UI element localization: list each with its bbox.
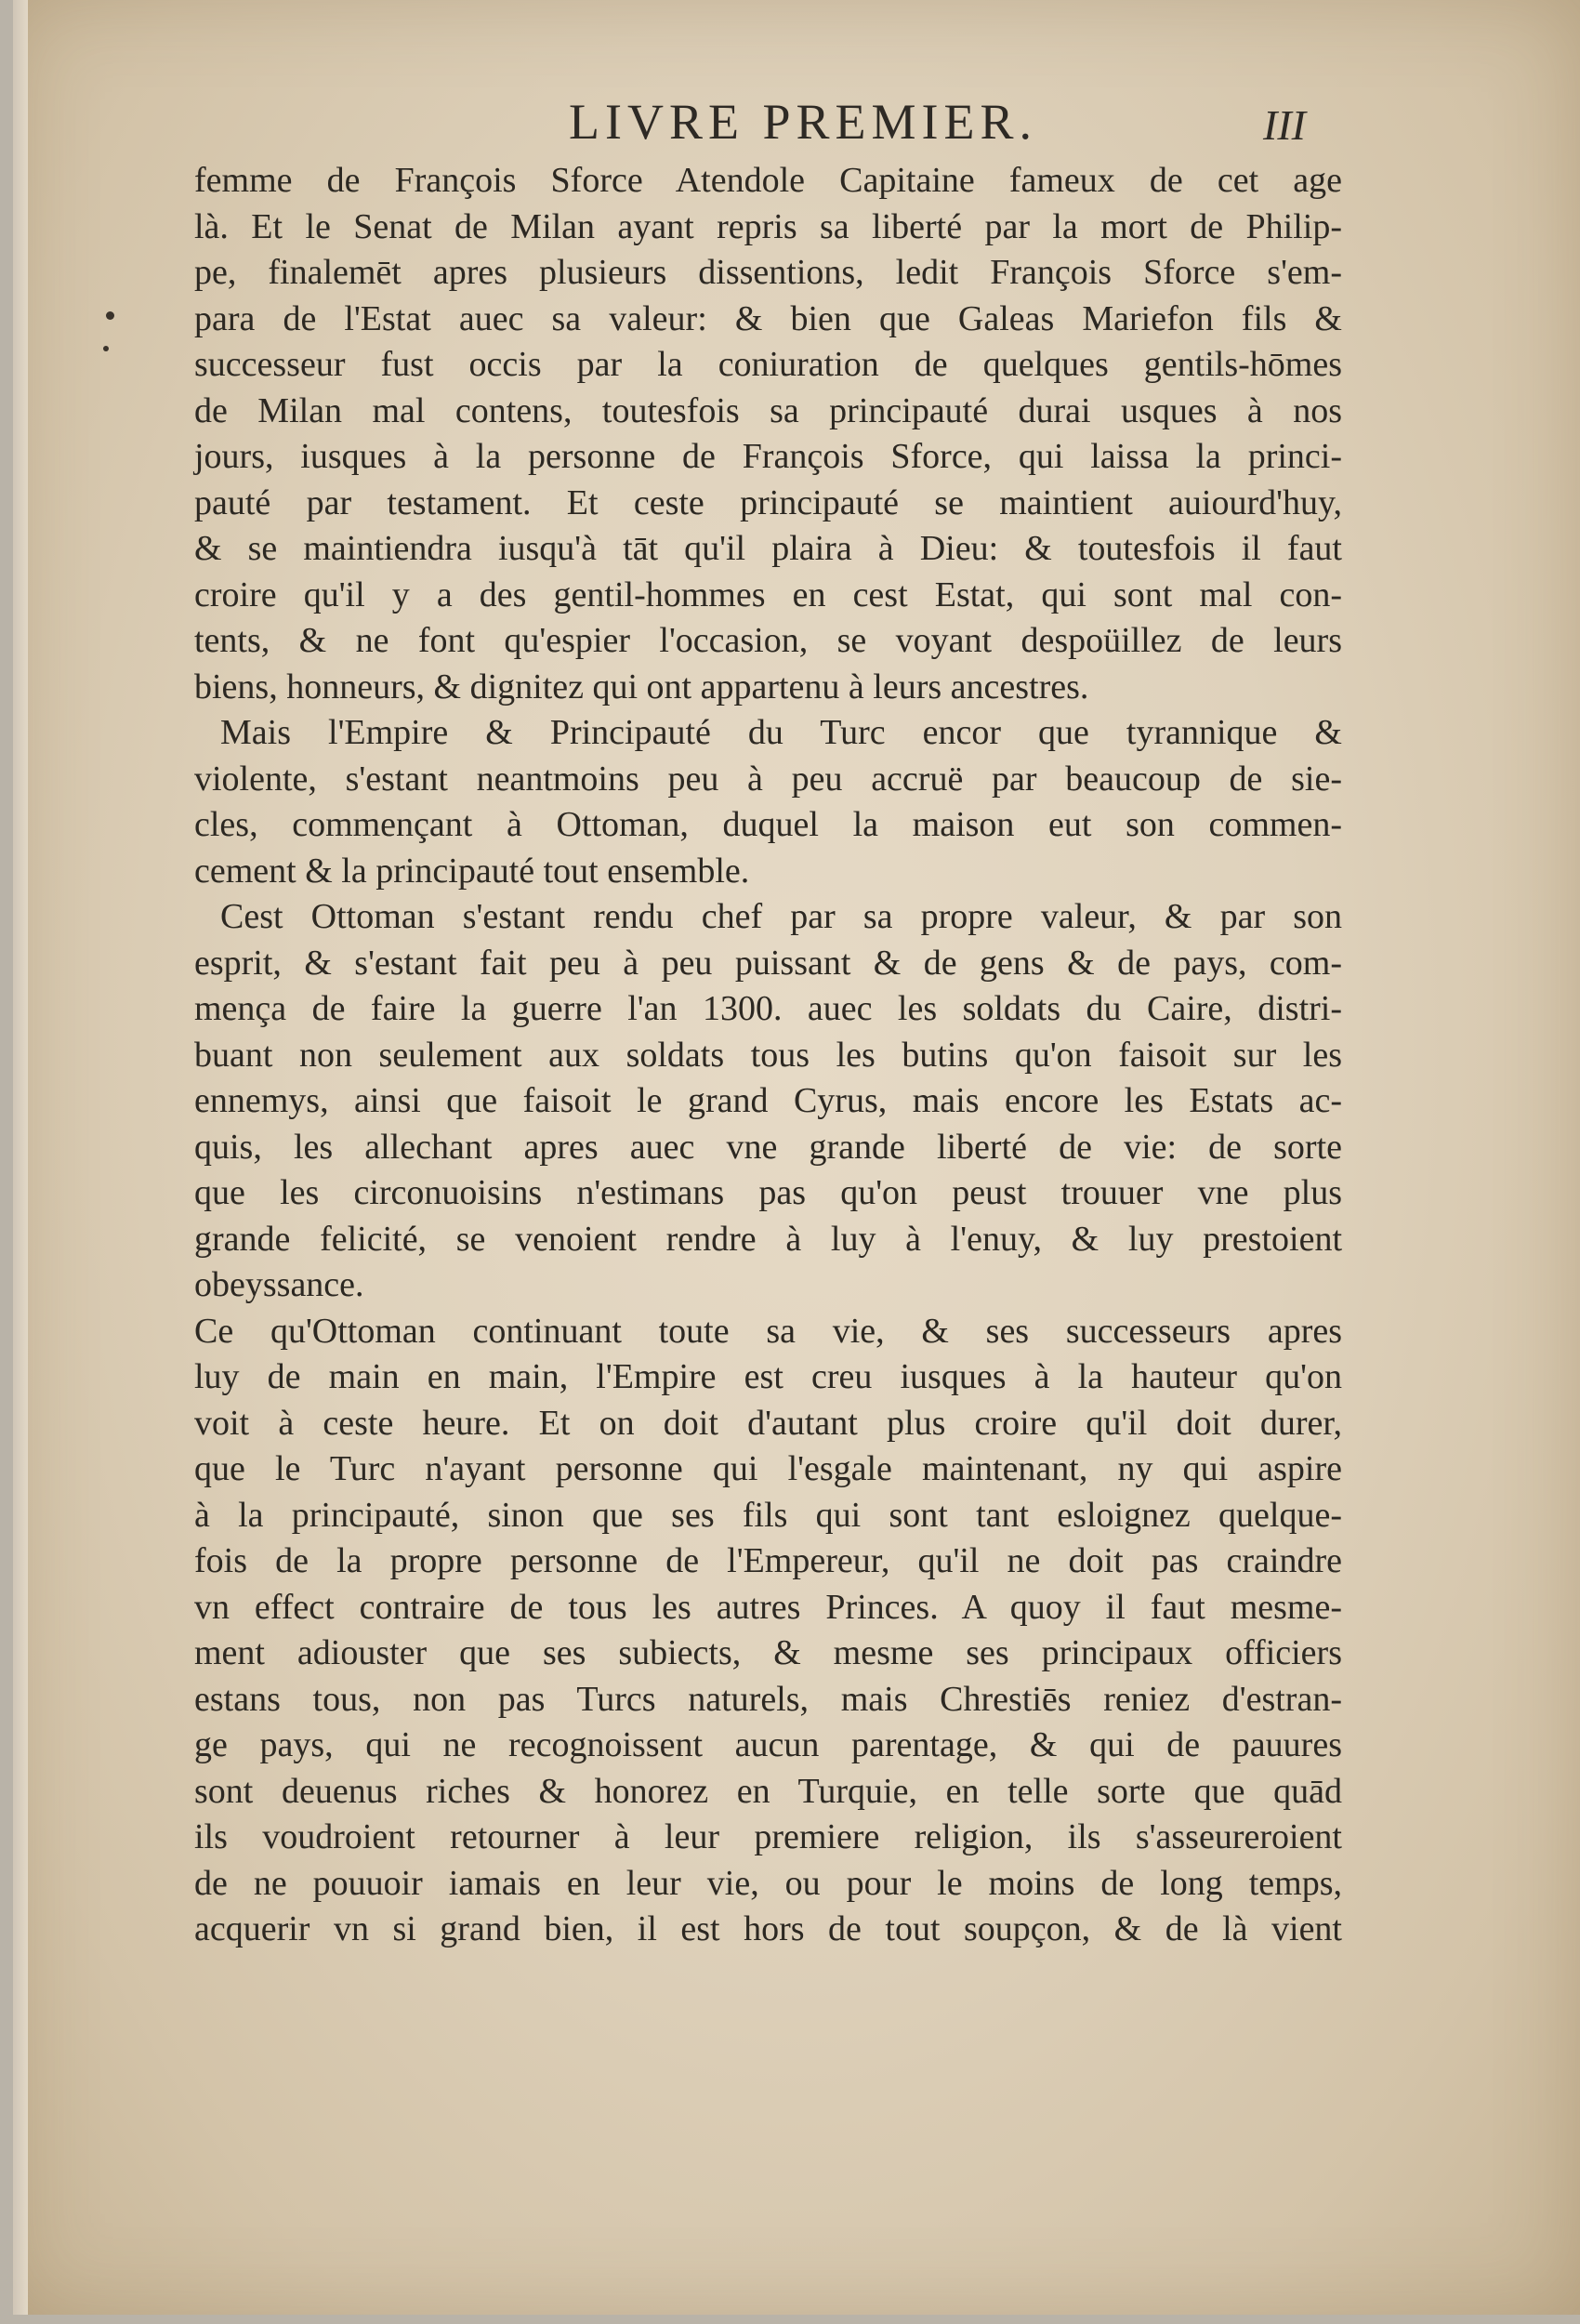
- text-line: voit à ceste heure. Et on doit d'autant plus croire qu'il doit durer,: [194, 1403, 1342, 1443]
- text-line: esprit, & s'estant fait peu à peu puissant & de gens & de pays, com-: [194, 943, 1342, 983]
- text-line: Cest Ottoman s'estant rendu chef par sa propre valeur, & par son: [220, 897, 1342, 936]
- text-line: ils voudroient retourner à leur premiere religion, ils s'asseureroient: [194, 1817, 1342, 1856]
- text-line: sont deuenus riches & honorez en Turquie, en telle sorte que quād: [194, 1771, 1342, 1811]
- text-line: vn effect contraire de tous les autres Princes. A quoy il faut mesme-: [194, 1587, 1342, 1627]
- text-line: estans tous, non pas Turcs naturels, mais Chrestiēs reniez d'estran-: [194, 1679, 1342, 1719]
- text-line: para de l'Estat auec sa valeur: & bien que Galeas Mariefon fils &: [194, 298, 1342, 338]
- text-line: pauté par testament. Et ceste principauté se maintient auiourd'huy,: [194, 482, 1342, 522]
- text-line: que le Turc n'ayant personne qui l'esgale maintenant, ny qui aspire: [194, 1449, 1342, 1488]
- text-line: biens, honneurs, & dignitez qui ont appartenu à leurs ancestres.: [194, 667, 1089, 706]
- text-line: de Milan mal contens, toutesfois sa principauté durai usques à nos: [194, 390, 1342, 430]
- text-line: successeur fust occis par la coniuration de quelques gentils-hōmes: [194, 345, 1342, 384]
- text-line: buant non seulement aux soldats tous les butins qu'on faisoit sur les: [194, 1035, 1342, 1075]
- text-line: obeyssance.: [194, 1265, 364, 1304]
- page-binding-edge: [13, 0, 28, 2315]
- text-line: acquerir vn si grand bien, il est hors de tout soupçon, & de là vient: [194, 1909, 1342, 1948]
- text-line: & se maintiendra iusqu'à tāt qu'il plaira à Dieu: & toutesfois il faut: [194, 529, 1342, 568]
- book-page: [13, 0, 1580, 2315]
- margin-ink-mark: [103, 346, 109, 351]
- text-line: Ce qu'Ottoman continuant toute sa vie, & ses successeurs apres: [194, 1311, 1342, 1351]
- text-line: femme de François Sforce Atendole Capitaine fameux de cet age: [194, 161, 1342, 200]
- body-text: [194, 158, 1342, 1953]
- text-line: violente, s'estant neantmoins peu à peu accruë par beaucoup de sie-: [194, 759, 1342, 799]
- text-line: à la principauté, sinon que ses fils qui sont tant esloignez quelque-: [194, 1495, 1342, 1535]
- page-number: III: [1263, 101, 1306, 149]
- text-line: pe, finalemēt apres plusieurs dissentions, ledit François Sforce s'em-: [194, 253, 1342, 292]
- text-line: cement & la principauté tout ensemble.: [194, 851, 750, 891]
- text-line: grande felicité, se venoient rendre à luy à l'enuy, & luy prestoient: [194, 1219, 1342, 1259]
- text-line: ment adiouster que ses subiects, & mesme ses principaux officiers: [194, 1633, 1342, 1672]
- text-line: jours, iusques à la personne de François Sforce, qui laissa la princi-: [194, 437, 1342, 476]
- text-line: tents, & ne font qu'espier l'occasion, se voyant despoüillez de leurs: [194, 621, 1342, 660]
- text-line: ennemys, ainsi que faisoit le grand Cyrus, mais encore les Estats ac-: [194, 1081, 1342, 1120]
- text-line: cles, commençant à Ottoman, duquel la maison eut son commen-: [194, 805, 1342, 844]
- text-line: luy de main en main, l'Empire est creu iusques à la hauteur qu'on: [194, 1357, 1342, 1396]
- text-line: Mais l'Empire & Principauté du Turc encor que tyrannique &: [220, 713, 1342, 752]
- text-line: fois de la propre personne de l'Empereur, qu'il ne doit pas craindre: [194, 1541, 1342, 1580]
- text-line: ge pays, qui ne recognoissent aucun parentage, & qui de pauures: [194, 1725, 1342, 1764]
- text-line: croire qu'il y a des gentil-hommes en cest Estat, qui sont mal con-: [194, 574, 1342, 614]
- margin-ink-mark: [106, 311, 114, 320]
- running-title: LIVRE PREMIER.: [568, 94, 1037, 150]
- text-line: quis, les allechant apres auec vne grande liberté de vie: de sorte: [194, 1127, 1342, 1167]
- text-line: que les circonuoisins n'estimans pas qu'on peust trouuer vne plus: [194, 1173, 1342, 1212]
- text-line: mença de faire la guerre l'an 1300. auec les soldats du Caire, distri-: [194, 989, 1342, 1028]
- text-line: là. Et le Senat de Milan ayant repris sa liberté par la mort de Philip-: [194, 206, 1342, 246]
- text-line: de ne pouuoir iamais en leur vie, ou pour le moins de long temps,: [194, 1863, 1342, 1903]
